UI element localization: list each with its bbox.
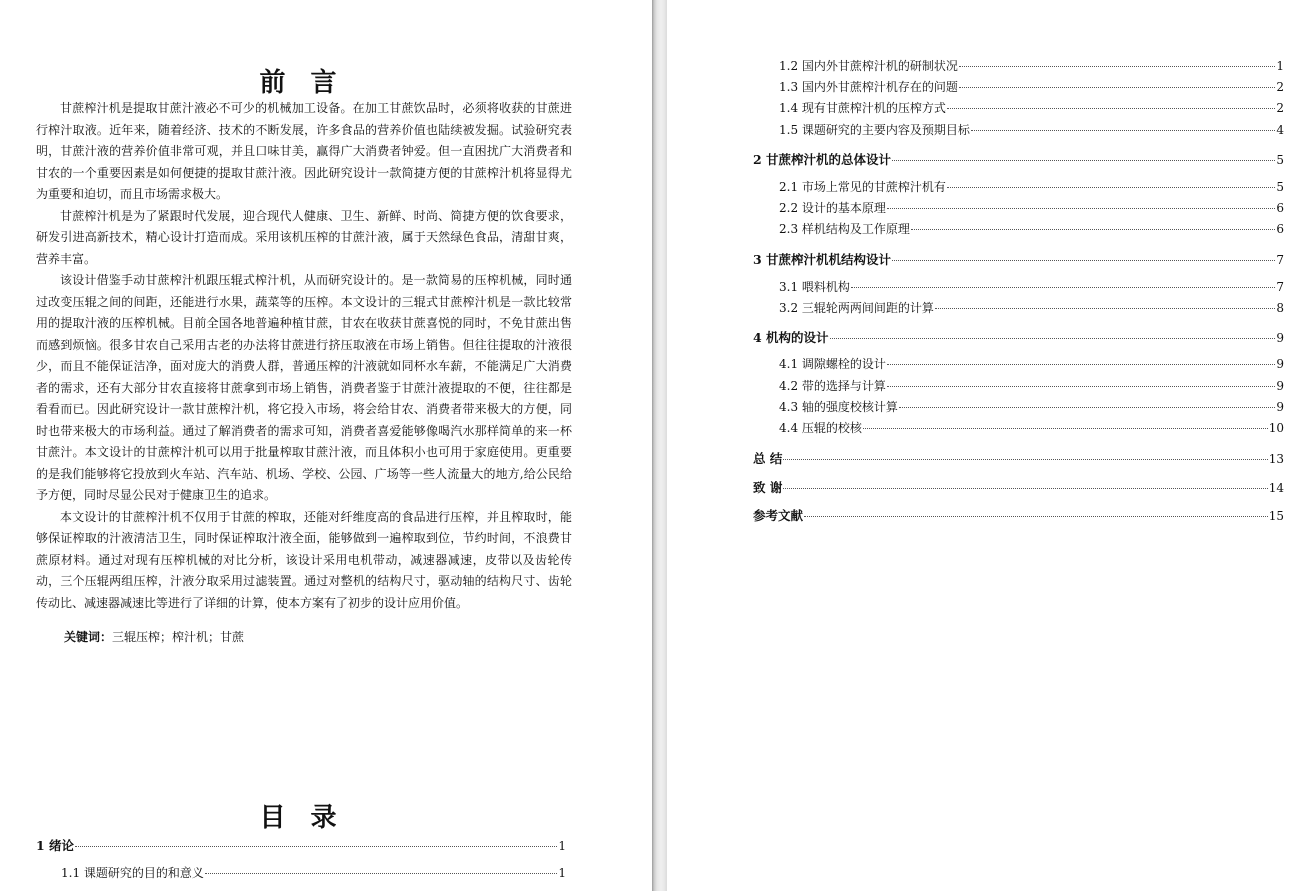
toc-entry-page: 8 <box>1276 301 1284 315</box>
toc-entry-page: 7 <box>1276 280 1284 294</box>
toc-entry-page: 6 <box>1276 201 1284 215</box>
toc-entry[interactable] <box>779 377 1284 394</box>
toc-entry-text: 1.2 国内外甘蔗榨汁机的研制状况 <box>779 59 958 73</box>
toc-leader-dots <box>899 407 1275 408</box>
toc-entry[interactable] <box>779 57 1284 74</box>
toc-leader-dots <box>892 260 1275 261</box>
toc-entry[interactable] <box>779 220 1284 237</box>
toc-leader-dots <box>75 846 557 847</box>
toc-entry[interactable] <box>753 449 1284 467</box>
toc-entry[interactable] <box>753 150 1284 168</box>
toc-entry[interactable] <box>753 328 1284 346</box>
toc-entry[interactable] <box>779 419 1284 436</box>
toc-entry-page: 9 <box>1276 357 1284 371</box>
foreword-paragraph: 本文设计的甘蔗榨汁机不仅用于甘蔗的榨取，还能对纤维度高的食品进行压榨，并且榨取时，能够保证榨取的汁液清洁卫生，同时保证榨取汁液全面，能够做到一遍榨取到位，节约时间，不浪费甘蔗原材料。通过对现有压榨机械的对比分析，该设计采用电机带动，减速器减速，皮带以及齿轮传动，三个压辊两组压榨，汁液分取采用过滤装置。通过对整机的结构尺寸，驱动轴的结构尺寸、齿轮传动比、减速器减速比等进行了详细的计算，使本方案有了初步的设计应用价值。 <box>36 509 572 610</box>
toc-entry-page: 2 <box>1276 80 1284 94</box>
toc-list-left <box>0 0 652 891</box>
toc-entry-page: 1 <box>558 839 566 853</box>
toc-entry[interactable] <box>779 299 1284 316</box>
toc-entry[interactable] <box>753 506 1284 524</box>
toc-leader-dots <box>947 108 1275 109</box>
toc-entry-text: 4.2 带的选择与计算 <box>779 379 886 393</box>
toc-entry-text: 3.1 喂料机构 <box>779 280 850 294</box>
toc-leader-dots <box>947 187 1275 188</box>
toc-leader-dots <box>205 873 557 874</box>
toc-entry-page: 9 <box>1276 379 1284 393</box>
toc-entry-page: 10 <box>1268 421 1284 435</box>
toc-entry-text: 4.3 轴的强度校核计算 <box>779 400 898 414</box>
toc-entry-page: 2 <box>1276 101 1284 115</box>
toc-entry-text: 总 结 <box>753 451 783 466</box>
toc-leader-dots <box>863 428 1268 429</box>
toc-entry-text: 3.2 三辊轮两两间间距的计算 <box>779 301 934 315</box>
toc-entry[interactable] <box>779 278 1284 295</box>
toc-entry[interactable] <box>779 78 1284 95</box>
toc-leader-dots <box>830 338 1276 339</box>
toc-entry-text: 1.1 课题研究的目的和意义 <box>61 866 204 880</box>
keywords-label: 关键词： <box>64 630 113 644</box>
keywords-value: 三辊压榨；榨汁机；甘蔗 <box>112 630 245 644</box>
toc-entry-text: 2 甘蔗榨汁机的总体设计 <box>753 152 892 167</box>
toc-entry[interactable] <box>779 121 1284 138</box>
toc-leader-dots <box>935 308 1275 309</box>
foreword-paragraph: 甘蔗榨汁机是为了紧跟时代发展，迎合现代人健康、卫生、新鲜、时尚、简捷方便的饮食要求，研发引进高新技术，精心设计打造而成。采用该机压榨的甘蔗汁液，属于天然绿色食品，清甜甘爽，营养丰富。 <box>36 208 572 266</box>
toc-entry-page: 13 <box>1268 452 1284 466</box>
toc-leader-dots <box>887 364 1275 365</box>
toc-entry-text: 1.5 课题研究的主要内容及预期目标 <box>779 123 970 137</box>
foreword-title: 前 言 <box>259 68 345 98</box>
toc-entry-text: 4 机构的设计 <box>753 330 829 345</box>
toc-entry-page: 9 <box>1276 331 1284 345</box>
toc-entry[interactable] <box>779 99 1284 116</box>
toc-entry-page: 5 <box>1276 180 1284 194</box>
toc-title: 目 录 <box>259 803 345 833</box>
document-page-right <box>667 0 1312 891</box>
page-gutter <box>652 0 667 891</box>
toc-entry[interactable] <box>753 250 1284 268</box>
toc-leader-dots <box>887 386 1275 387</box>
foreword-paragraph: 甘蔗榨汁机是提取甘蔗汁液必不可少的机械加工设备。在加工甘蔗饮品时，必须将收获的甘蔗进行榨汁取液。近年来，随着经济、技术的不断发展，许多食品的营养价值也陆续被发掘。试验研究表明，甘蔗汁液的营养价值非常可观，并且口味甘美，赢得广大消费者钟爱。但一直困扰广大消费者和甘农的一个重要因素是如何便捷的提取甘蔗汁液。因此研究设计一款简捷方便的甘蔗榨汁机将显得尤为重要和迫切，而且市场需求极大。 <box>36 101 572 201</box>
toc-entry[interactable] <box>753 478 1284 496</box>
toc-entry[interactable] <box>36 836 566 854</box>
toc-leader-dots <box>783 459 1267 460</box>
toc-leader-dots <box>959 66 1275 67</box>
toc-entry-text: 1.4 现有甘蔗榨汁机的压榨方式 <box>779 101 946 115</box>
toc-entry-page: 6 <box>1276 222 1284 236</box>
toc-leader-dots <box>959 87 1275 88</box>
toc-entry[interactable] <box>779 355 1284 372</box>
toc-entry-text: 2.1 市场上常见的甘蔗榨汁机有 <box>779 180 946 194</box>
toc-entry-text: 4.4 压辊的校核 <box>779 421 862 435</box>
foreword-paragraph: 该设计借鉴手动甘蔗榨汁机跟压辊式榨汁机，从而研究设计的。是一款简易的压榨机械，同时通过改变压辊之间的间距，还能进行水果，蔬菜等的压榨。本文设计的三辊式甘蔗榨汁机是一款比较常用的提取汁液的压榨机械。目前全国各地普遍种植甘蔗，甘农在收获甘蔗喜悦的同时，不免甘蔗出售而感到烦恼。很多甘农自己采用古老的办法将甘蔗进行挤压取液在市场上销售。但往往提取的汁液很少，而且不能保证洁净，面对庞大的消费人群，普通压榨的汁液就如同杯水车薪，不能满足广大消费者的需求，还有大部分甘农直接将甘蔗拿到市场上销售，消费者鉴于甘蔗汁液提取的不便，往往都是看看而已。因此研究设计一款甘蔗榨汁机，将它投入市场，将会给甘农、消费者带来极大的方便，同时也带来极大的市场利益。通过了解消费者的需求可知，消费者喜爱能够像喝汽水那样简单的来一杯甘蔗汁。本文设计的甘蔗榨汁机可以用于批量榨取甘蔗汁液，而且体积小也可用于家庭使用。更重要的是我们能够将它投放到火车站、汽车站、机场、学校、公园、广场等一些人流量大的地方,给公民给予方便，同时尽显公民对于健康卫生的追求。 <box>36 273 572 502</box>
toc-leader-dots <box>783 488 1267 489</box>
toc-leader-dots <box>892 160 1275 161</box>
toc-entry-text: 1 绪论 <box>36 838 75 853</box>
toc-entry[interactable] <box>779 199 1284 216</box>
toc-entry-text: 致 谢 <box>753 480 783 495</box>
toc-entry-text: 参考文献 <box>753 508 804 523</box>
toc-entry-page: 4 <box>1276 123 1284 137</box>
toc-entry-page: 5 <box>1276 153 1284 167</box>
toc-list-right <box>667 0 1312 891</box>
toc-leader-dots <box>804 516 1268 517</box>
toc-entry[interactable] <box>779 398 1284 415</box>
toc-entry-text: 2.3 样机结构及工作原理 <box>779 222 910 236</box>
toc-entry[interactable] <box>61 864 566 881</box>
toc-entry-page: 9 <box>1276 400 1284 414</box>
toc-entry-page: 15 <box>1268 509 1284 523</box>
toc-entry-page: 14 <box>1268 481 1284 495</box>
toc-entry-page: 1 <box>558 866 566 880</box>
toc-leader-dots <box>887 208 1275 209</box>
toc-entry-page: 1 <box>1276 59 1284 73</box>
toc-leader-dots <box>851 287 1275 288</box>
toc-entry[interactable] <box>779 178 1284 195</box>
document-page-left <box>0 0 652 891</box>
toc-entry-page: 7 <box>1276 253 1284 267</box>
toc-entry-text: 4.1 调隙螺栓的设计 <box>779 357 886 371</box>
toc-leader-dots <box>971 130 1275 131</box>
toc-entry-text: 1.3 国内外甘蔗榨汁机存在的问题 <box>779 80 958 94</box>
toc-leader-dots <box>911 229 1275 230</box>
toc-entry-text: 3 甘蔗榨汁机机结构设计 <box>753 252 892 267</box>
toc-entry-text: 2.2 设计的基本原理 <box>779 201 886 215</box>
